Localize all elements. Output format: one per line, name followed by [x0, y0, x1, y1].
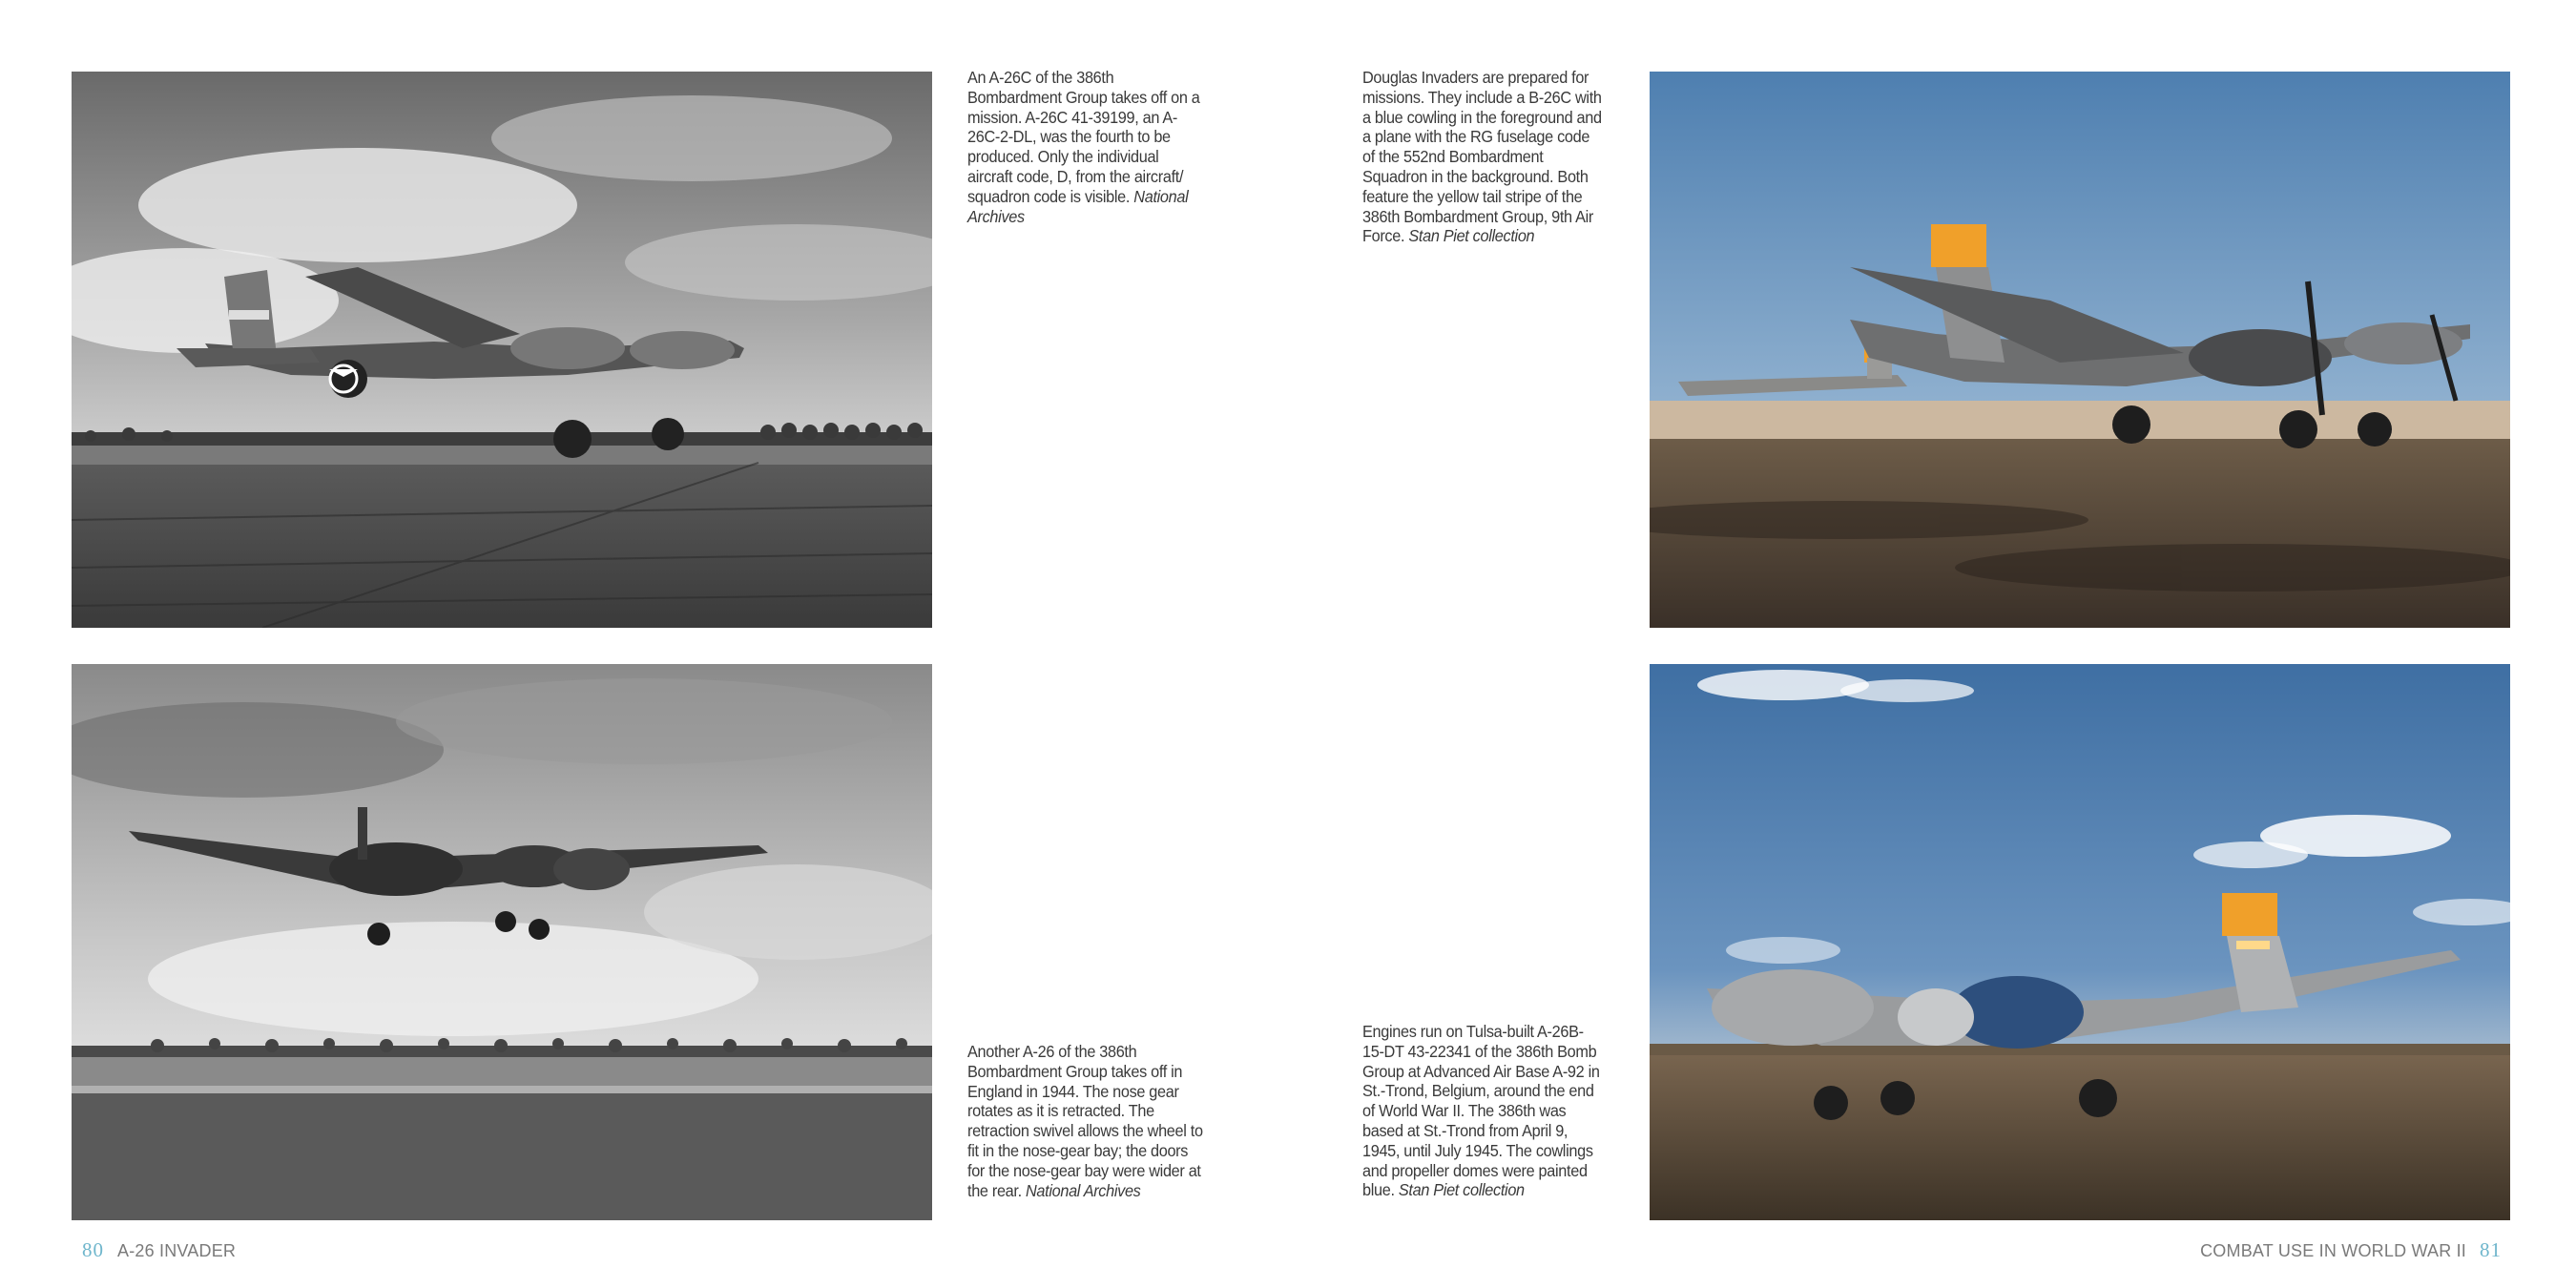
photo-tulsa-built-engines-running-image — [1650, 664, 2510, 1220]
photo-invaders-prepared — [1650, 72, 2510, 628]
caption-text: An A-26C of the 386th Bombardment Group takes off on a mission. A-26C 41-39199, an A-26C-2-DL, was the fourth to be produced. Only the individual aircraft code, D, from the aircraft/ squadron code is visible. — [967, 68, 1200, 206]
caption-a26c-takeoff — [967, 68, 1207, 226]
photo-credit: Stan Piet collection — [1398, 1180, 1525, 1200]
caption-text: Engines run on Tulsa-built A-26B-15-DT 43-22341 of the 386th Bomb Group at Advanced Air Base A-92 in St.-Trond, Belgium, around the end of World War II. The 386th was based at St.-Trond from April 9, 1945, until July 1945. The cowlings and propeller domes were painted blue. — [1362, 1022, 1600, 1200]
caption-a26-nose-gear — [967, 1042, 1207, 1200]
folio-left — [82, 1238, 236, 1262]
caption-text: Douglas Invaders are prepared for missions. They include a B-26C with a blue cowling in the foreground and a plane with the RG fuselage code of the 552nd Bombardment Squadron in the background. Both feature the yellow tail stripe of the 386th Bombardment Group, 9th Air Force. — [1362, 68, 1602, 246]
photo-a26c-takeoff-image — [72, 72, 932, 628]
page-number: 81 — [2480, 1238, 2502, 1261]
caption-text: Another A-26 of the 386th Bombardment Group takes off in England in 1944. The nose gear rotates as it is retracted. The retraction swivel allows the wheel to fit in the nose-gear bay; the doors for the nose-gear bay were wider at the rear. — [967, 1042, 1203, 1200]
photo-credit: National Archives — [967, 186, 1189, 226]
photo-credit: Stan Piet collection — [1408, 226, 1535, 246]
photo-credit: National Archives — [1025, 1180, 1141, 1200]
photo-tulsa-built-engines-running — [1650, 664, 2510, 1220]
page-number: 80 — [82, 1238, 104, 1261]
photo-invaders-prepared-image — [1650, 72, 2510, 628]
photo-a26-nose-gear-retracting — [72, 664, 932, 1220]
photo-a26-nose-gear-retracting-image — [72, 664, 932, 1220]
running-head: COMBAT USE IN WORLD WAR II — [2200, 1241, 2466, 1260]
caption-invaders-prepared — [1362, 68, 1602, 246]
photo-a26c-takeoff — [72, 72, 932, 628]
folio-right — [2200, 1238, 2502, 1262]
running-head: A-26 INVADER — [117, 1241, 237, 1260]
caption-tulsa-built-engines — [1362, 1022, 1602, 1200]
